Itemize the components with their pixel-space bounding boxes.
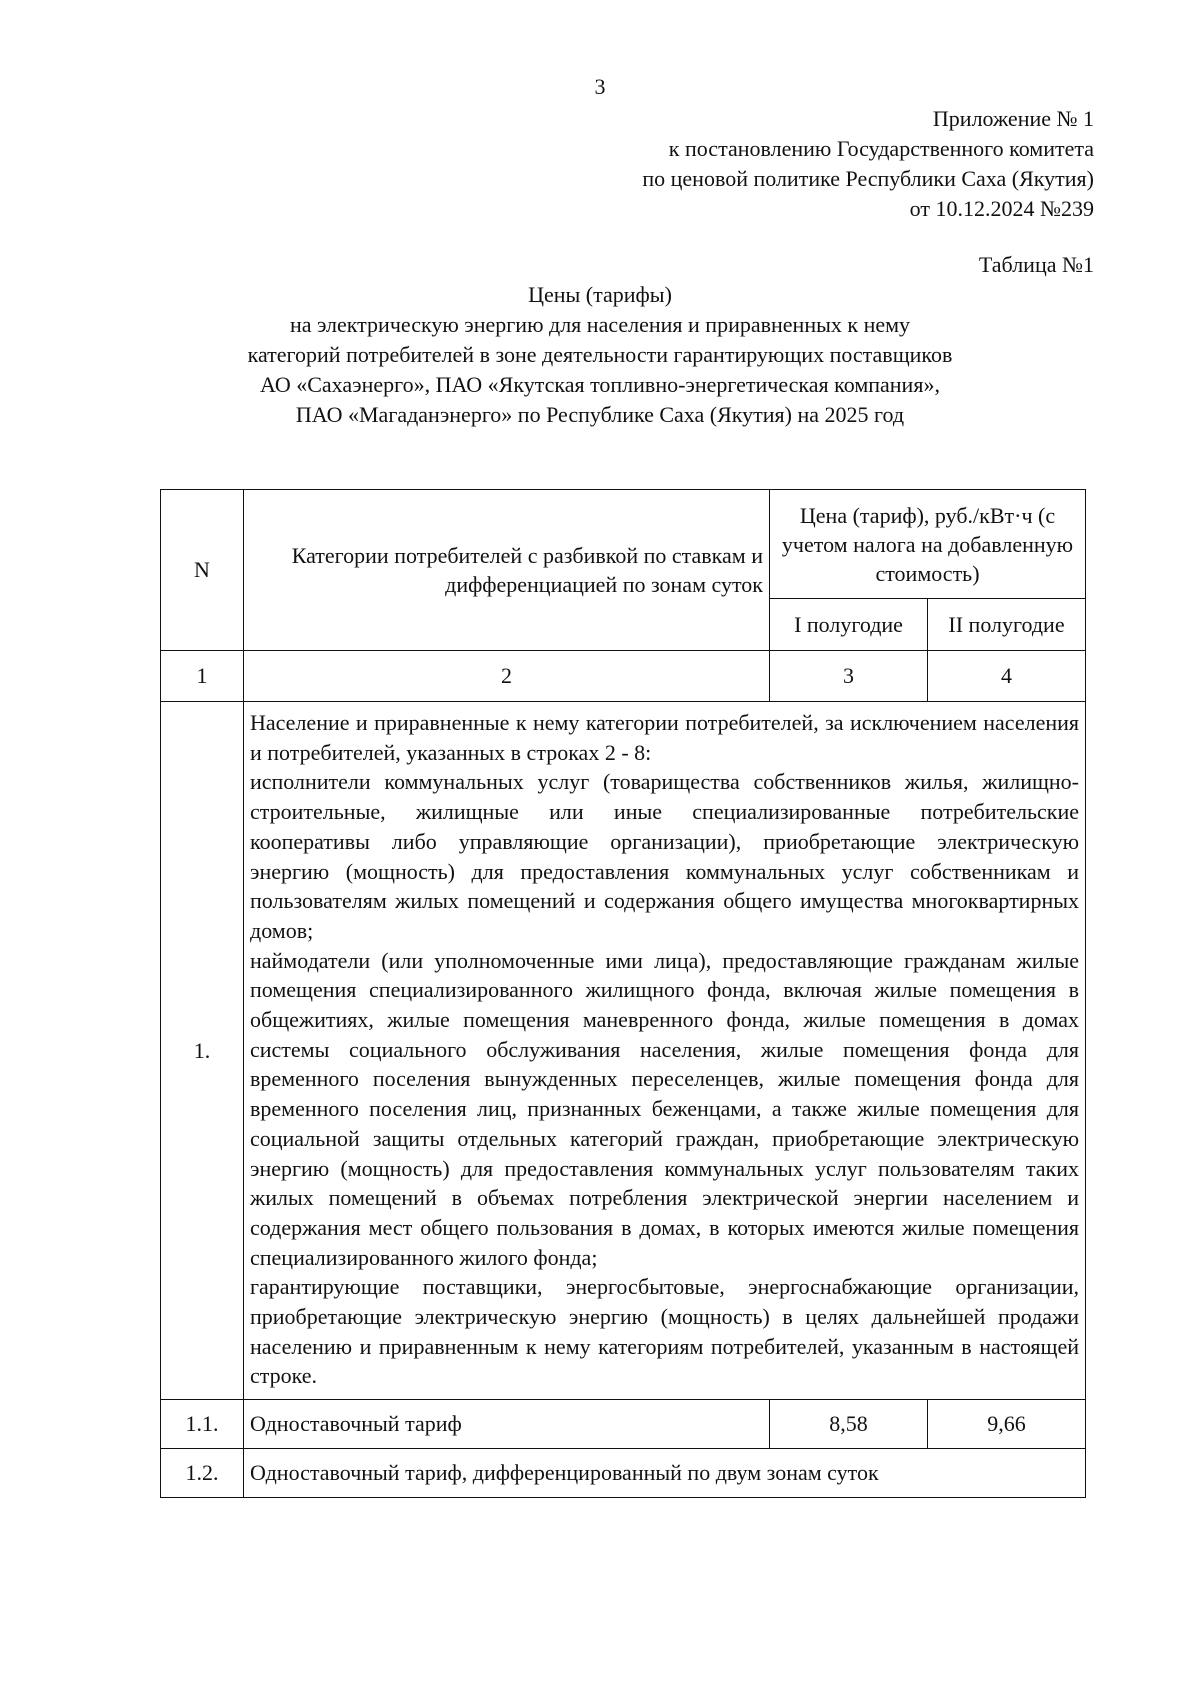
price-half-1: 8,58 (770, 1400, 928, 1449)
table-row (161, 1449, 1086, 1498)
header-half-1: I полугодие (770, 599, 928, 651)
document-title (0, 280, 1200, 430)
row-paragraph: исполнители коммунальных услуг (товарищества собственников жилья, жилищно-строительные, жилищные или иные специализированные потребительские кооперативы либо управляющие организации), приобретающие электрическую энергию (мощность) для предоставления коммунальных услуг собственникам и пользователям жилых помещений и содержания общего имущества многоквартирных домов; (250, 769, 1080, 943)
title-line-2: на электрическую энергию для населения и приравненных к нему (289, 312, 911, 337)
title-line-5: ПАО «Магаданэнерго» по Республике Саха (Якутия) на 2025 год (295, 402, 905, 427)
table-row (161, 702, 1086, 1400)
row-category-text (244, 702, 1086, 1400)
title-line-4: АО «Сахаэнерго», ПАО «Якутская топливно-энергетическая компания», (260, 372, 940, 397)
row-number: 1.2. (161, 1449, 244, 1498)
row-label: Одноставочный тариф, дифференцированный по двум зонам суток (244, 1449, 1086, 1498)
row-paragraph: Население и приравненные к нему категории потребителей, за исключением населения и потребителей, указанных в строках 2 - 8: (250, 710, 1080, 765)
column-number: 2 (244, 651, 770, 702)
header-price: Цена (тариф), руб./кВт·ч (с учетом налога на добавленную стоимость) (770, 490, 1086, 599)
table-number: Таблица №1 (978, 252, 1094, 277)
header-category: Категории потребителей с разбивкой по ставкам и дифференциацией по зонам суток (244, 490, 770, 651)
table-row (161, 1400, 1086, 1449)
column-number: 3 (770, 651, 928, 702)
appendix-line-2: к постановлению Государственного комитета (668, 136, 1094, 161)
appendix-line-3: по ценовой политике Республики Саха (Якутия) (642, 166, 1094, 191)
column-number: 4 (928, 651, 1086, 702)
column-number-row (161, 651, 1086, 702)
price-half-2: 9,66 (928, 1400, 1086, 1449)
row-number: 1. (161, 702, 244, 1400)
column-number: 1 (161, 651, 244, 702)
header-half-2: II полугодие (928, 599, 1086, 651)
header-n: N (161, 490, 244, 651)
tariff-table (160, 489, 1086, 1498)
appendix-line-4: от 10.12.2024 №239 (909, 196, 1094, 221)
title-line-1: Цены (тарифы) (528, 282, 672, 307)
appendix-block (642, 104, 1094, 224)
row-number: 1.1. (161, 1400, 244, 1449)
page-number: 3 (594, 74, 606, 99)
appendix-line-1: Приложение № 1 (932, 106, 1094, 131)
row-paragraph: наймодатели (или уполномоченные ими лица), предоставляющие гражданам жилые помещения специализированного жилищного фонда, включая жилые помещения в общежитиях, жилые помещения маневренного фонда, жилые помещения в домах системы социального обслуживания населения, жилые помещения фонда для временного поселения вынужденных переселенцев, жилые помещения фонда для временного поселения лиц, признанных беженцами, а также жилые помещения для социальной защиты отдельных категорий граждан, приобретающие электрическую энергию (мощность) для предоставления коммунальных услуг пользователям таких жилых помещений в объемах потребления электрической энергии населением и содержания мест общего пользования в домах, в которых имеются жилые помещения специализированного жилого фонда; (250, 947, 1080, 1270)
title-line-3: категорий потребителей в зоне деятельности гарантирующих поставщиков (247, 342, 953, 367)
row-label: Одноставочный тариф (244, 1400, 770, 1449)
row-paragraph: гарантирующие поставщики, энергосбытовые, энергоснабжающие организации, приобретающие электрическую энергию (мощность) в целях дальнейшей продажи населению и приравненным к нему категориям потребителей, указанным в настоящей строке. (250, 1274, 1080, 1389)
